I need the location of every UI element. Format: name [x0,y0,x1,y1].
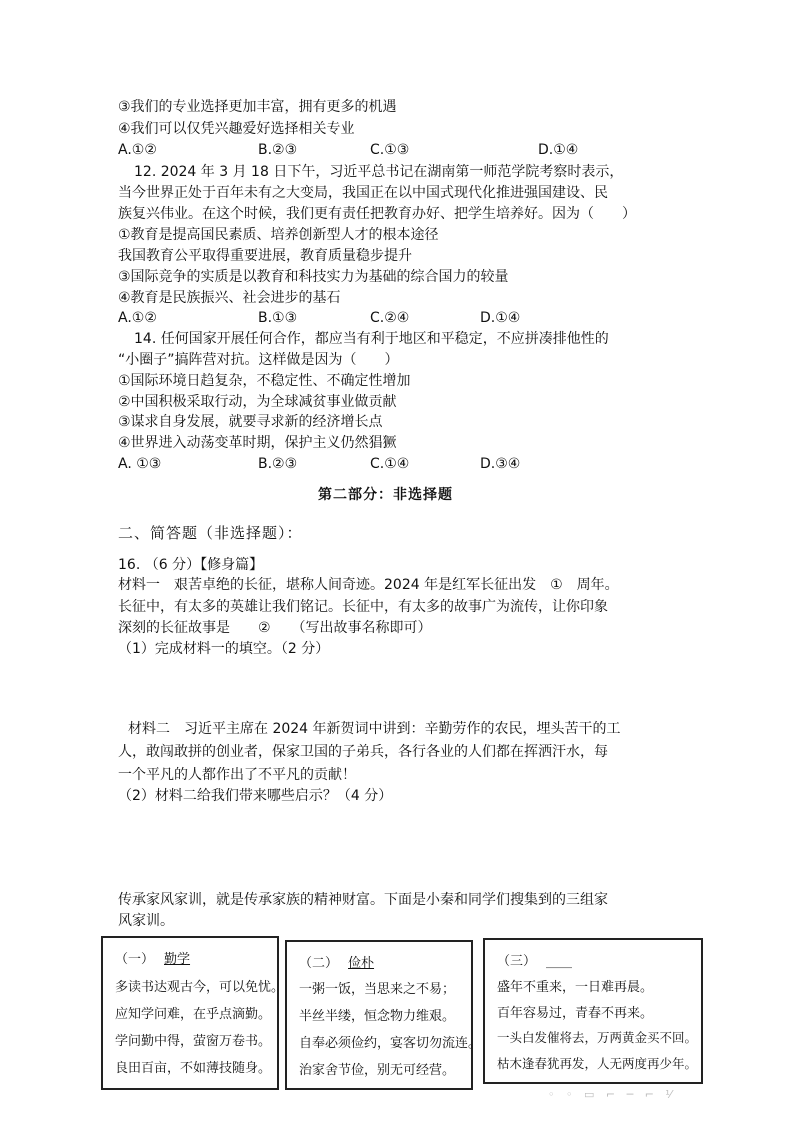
box-title-text: 勤学 [164,952,191,967]
q16-material-1-line-2: 长征中，有太多的英雄让我们铭记。长征中，有太多的故事广为流传，让你印象 [118,599,608,615]
q12-choice-d[interactable]: D.①④ [480,310,521,326]
q14-option-4: ④世界进入动荡变革时期，保护主义仍然猖獗 [118,435,397,451]
motto-line: 自奉必须俭约，宴客切勿流连。 [299,1036,482,1051]
q11-choice-b[interactable]: B.②③ [258,142,298,158]
box-label: （三） [497,954,537,969]
q14-option-1: ①国际环境日趋复杂，不稳定性、不确定性增加 [118,373,411,389]
q12-option-2: 我国教育公平取得重要进展，教育质量稳步提升 [118,248,412,264]
motto-line: 一头白发催将去，万两黄金买不回。 [497,1030,698,1045]
box-title [497,950,572,969]
motto-line: 盛年不重来，一日难再晨。 [497,980,654,995]
motto-line: 学问勤中得，萤窗万卷书。 [115,1034,272,1049]
motto-line: 百年容易过，青春不再来。 [497,1006,654,1021]
q11-option-3: ③我们的专业选择更加丰富，拥有更多的机遇 [118,99,397,115]
q14-option-2: ②中国积极采取行动，为全球减贫事业做贡献 [118,394,397,410]
family-tradition-intro-line-2: 风家训。 [118,913,174,929]
q11-option-4: ④我们可以仅凭兴趣爱好选择相关专业 [118,121,355,137]
q14-choice-d[interactable]: D.③④ [480,456,521,472]
box-title-blank[interactable]: ____ [546,954,573,969]
motto-line: 应知学问难，在乎点滴勤。 [115,1007,272,1022]
box-label: （二） [299,956,339,971]
q12-option-1: ①教育是提高国民素质、培养创新型人才的根本途径 [118,227,439,243]
q12-choice-b[interactable]: B.①③ [258,310,298,326]
q12-choice-a[interactable]: A.①② [118,310,157,326]
q14-choice-a[interactable]: A. ①③ [118,456,162,472]
q16-header: 16. （6 分）【修身篇】 [118,557,264,573]
q14-choices [118,455,678,473]
q16-material-2-line-3: 一个平凡的人都作出了不平凡的贡献！ [118,767,356,783]
motto-line: 一粥一饭，当思来之不易； [299,982,456,997]
box-title [299,952,374,971]
part-two-title: 第二部分：非选择题 [318,487,453,503]
watermark: ◦ ◦ ▭ ⌐ ─ ⌐ ⅟ [548,1088,676,1101]
q16-subquestion-1: （1）完成材料一的填空。（2 分） [118,641,330,657]
q12-option-4: ④教育是民族振兴、社会进步的基石 [118,290,341,306]
q12-choice-c[interactable]: C.②④ [370,310,410,326]
q11-choice-d[interactable]: D.①④ [538,142,579,158]
q16-material-2-line-1: 材料二 习近平主席在 2024 年新贺词中讲到：辛勤劳作的农民，埋头苦干的工 [128,721,621,737]
box-label: （一） [115,952,155,967]
q16-subquestion-2: （2）材料二给我们带来哪些启示？（4 分） [118,788,393,804]
q14-stem-line-2: “小圈子”搞阵营对抗。这样做是因为（ ） [118,352,399,368]
q16-material-1-line-1: 材料一 艰苦卓绝的长征，堪称人间奇迹。2024 年是红军长征出发 ① 周年。 [118,577,619,593]
q12-stem-line-2: 当今世界正处于百年未有之大变局，我国正在以中国式现代化推进强国建设、民 [118,185,608,201]
q11-choices [118,141,678,159]
q12-choices [118,309,678,327]
q14-option-3: ③谋求自身发展，就要寻求新的经济增长点 [118,414,383,430]
motto-line: 多读书达观古今，可以免忧。 [115,980,285,995]
q14-choice-c[interactable]: C.①④ [370,456,410,472]
q12-option-3: ③国际竞争的实质是以教育和科技实力为基础的综合国力的较量 [118,269,509,285]
motto-line: 枯木逢春犹再发，人无两度再少年。 [497,1056,698,1071]
q14-choice-b[interactable]: B.②③ [258,456,298,472]
q12-stem-line-3: 族复兴伟业。在这个时候，我们更有责任把教育办好、把学生培养好。因为（ ） [118,206,636,222]
box-title [115,948,190,967]
family-motto-box-frugality [285,940,482,1090]
q16-material-2-line-2: 人，敢闯敢拼的创业者，保家卫国的子弟兵，各行各业的人们都在挥洒汗水，每 [118,744,608,760]
box-title-text: 俭朴 [348,956,375,971]
q11-choice-c[interactable]: C.①③ [370,142,410,158]
section-two-title: 二、简答题（非选择题）： [118,524,303,542]
family-motto-box-blank [483,938,703,1084]
family-motto-box-diligence [101,936,285,1090]
motto-line: 治家舍节俭，别无可经营。 [299,1063,456,1078]
family-tradition-intro-line-1: 传承家风家训，就是传承家族的精神财富。下面是小秦和同学们搜集到的三组家 [118,892,608,908]
q12-stem-line-1: 12. 2024 年 3 月 18 日下午，习近平总书记在湖南第一师范学院考察时表示， [134,164,624,180]
q14-stem-line-1: 14. 任何国家开展任何合作，都应当有利于地区和平稳定，不应拼凑排他性的 [134,331,609,347]
motto-line: 良田百亩，不如薄技随身。 [115,1061,272,1076]
q11-choice-a[interactable]: A.①② [118,142,157,158]
q16-material-1-line-3: 深刻的长征故事是 ② （写出故事名称即可） [118,620,432,636]
motto-line: 半丝半缕，恒念物力维艰。 [299,1009,456,1024]
